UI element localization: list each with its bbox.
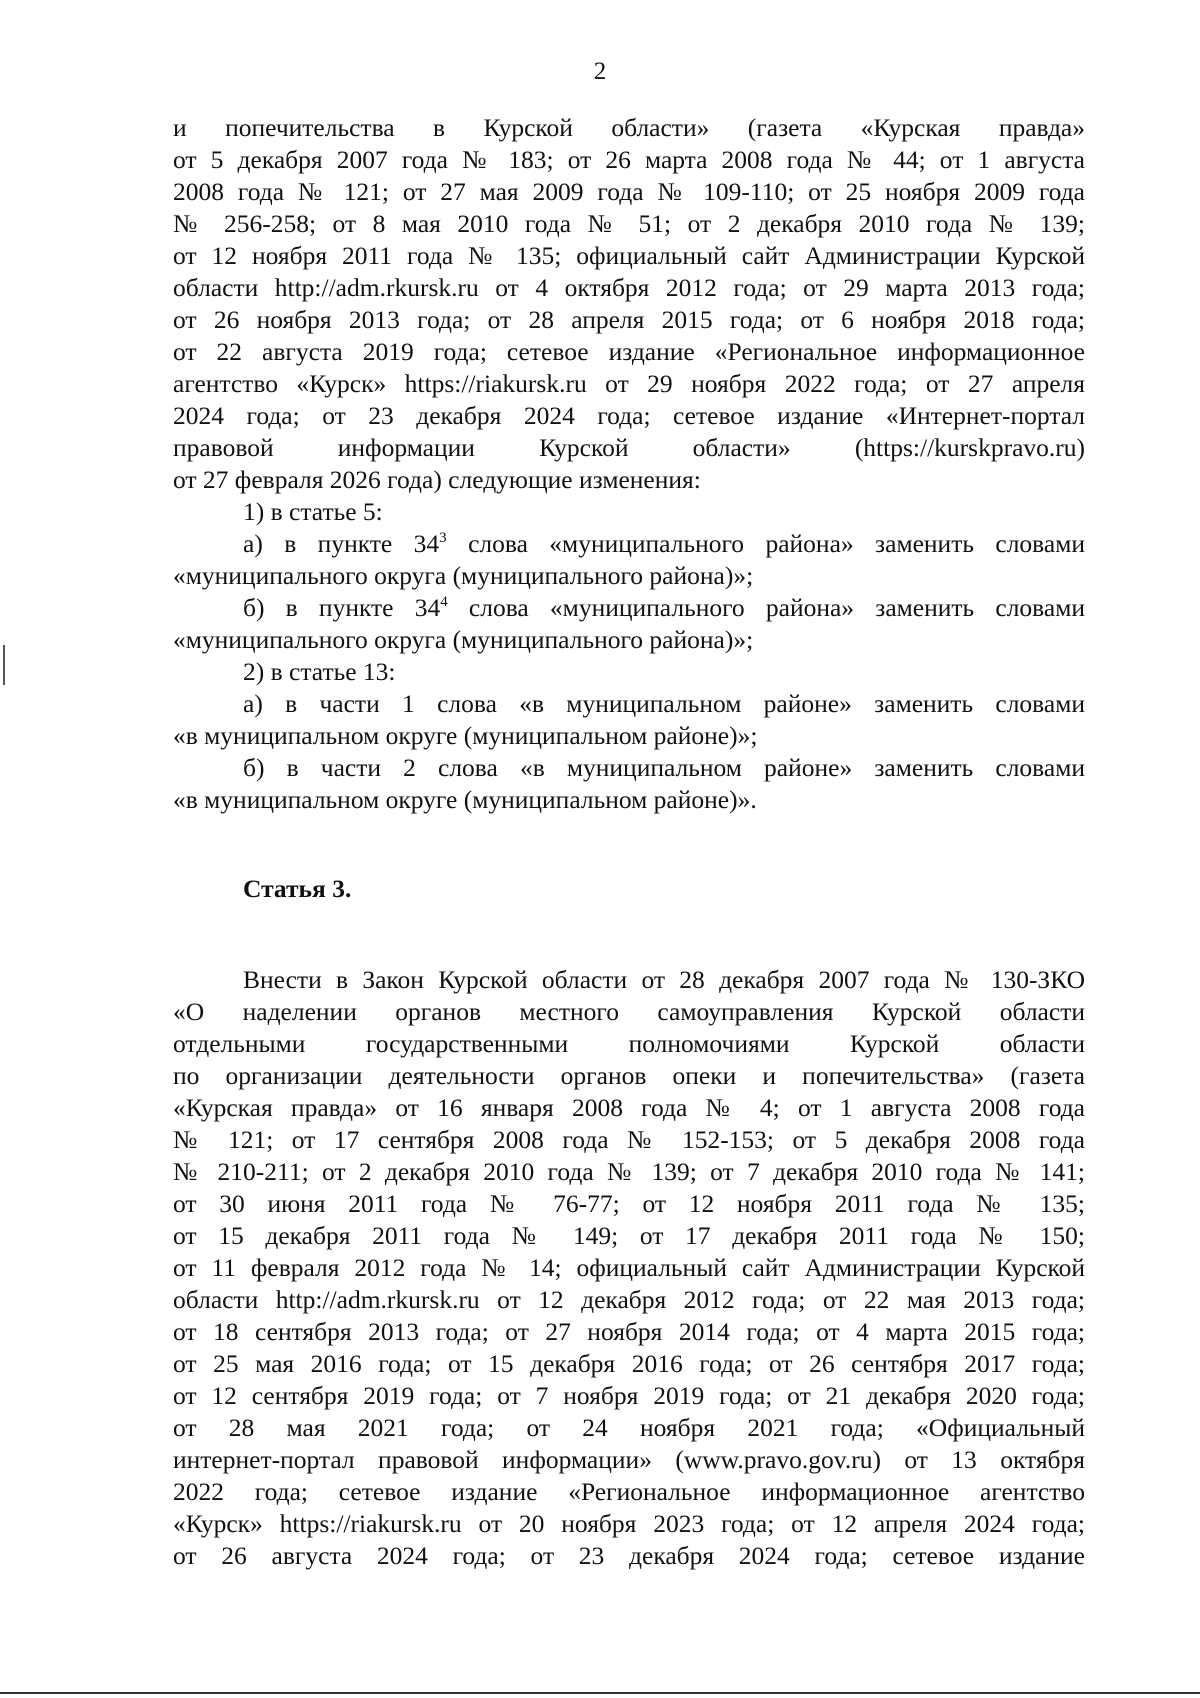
paragraph-2-line: по организации деятельности органов опеки и попечительства» (газета [173, 1061, 1085, 1090]
paragraph-1-line: № 256-258; от 8 мая 2010 года № 51; от 2 декабря 2010 года № 139; [173, 209, 1085, 238]
paragraph-1-line: области http://adm.rkursk.ru от 4 октября 2012 года; от 29 марта 2013 года; [173, 273, 1085, 302]
item-1a-after: слова «муниципального района» заменить словами [446, 529, 1085, 558]
paragraph-1-line: от 27 февраля 2026 года) следующие изменения: [173, 465, 701, 494]
paragraph-1-line: 2024 года; от 23 декабря 2024 года; сетевое издание «Интернет-портал [173, 401, 1085, 430]
paragraph-1-line: от 5 декабря 2007 года № 183; от 26 марта 2008 года № 44; от 1 августа [173, 145, 1085, 174]
item-1b-after: слова «муниципального района» заменить словами [447, 593, 1085, 622]
paragraph-2-line: № 210-211; от 2 декабря 2010 года № 139; от 7 декабря 2010 года № 141; [173, 1157, 1085, 1186]
paragraph-2-line: Внести в Закон Курской области от 28 декабря 2007 года № 130-ЗКО [243, 965, 1085, 994]
item-1b-superscript: 4 [440, 594, 448, 610]
item-1a-line-2: «муниципального округа (муниципального района)»; [173, 561, 754, 590]
item-2b-line-1: б) в части 2 слова «в муниципальном районе» заменить словами [243, 753, 1085, 782]
paragraph-1-line: 2008 года № 121; от 27 мая 2009 года № 109-110; от 25 ноября 2009 года [173, 177, 1085, 206]
paragraph-1-line: и попечительства в Курской области» (газета «Курская правда» [173, 113, 1085, 142]
paragraph-1-line: от 22 августа 2019 года; сетевое издание «Региональное информационное [173, 337, 1085, 366]
item-2-title: 2) в статье 13: [243, 657, 396, 686]
item-1b-line-2: «муниципального округа (муниципального района)»; [173, 625, 754, 654]
page-number: 2 [593, 58, 607, 85]
item-1b-line-1 [243, 592, 1085, 624]
paragraph-2-line: № 121; от 17 сентября 2008 года № 152-153; от 5 декабря 2008 года [173, 1125, 1085, 1154]
item-1-title: 1) в статье 5: [243, 497, 383, 526]
paragraph-2-line: от 28 мая 2021 года; от 24 ноября 2021 года; «Официальный [173, 1413, 1085, 1442]
page-bottom-edge [0, 1692, 1200, 1694]
paragraph-2-line: от 15 декабря 2011 года № 149; от 17 декабря 2011 года № 150; [173, 1221, 1085, 1250]
item-1a-line-1 [243, 528, 1085, 560]
paragraph-2-line: от 12 сентября 2019 года; от 7 ноября 2019 года; от 21 декабря 2020 года; [173, 1381, 1085, 1410]
paragraph-2-line: области http://adm.rkursk.ru от 12 декабря 2012 года; от 22 мая 2013 года; [173, 1285, 1085, 1314]
paragraph-2-line: отдельными государственными полномочиями Курской области [173, 1029, 1085, 1058]
paragraph-2-line: «О наделении органов местного самоуправления Курской области [173, 997, 1085, 1026]
paragraph-1-line: агентство «Курск» https://riakursk.ru от 29 ноября 2022 года; от 27 апреля [173, 369, 1085, 398]
paragraph-2-line: «Курская правда» от 16 января 2008 года № 4; от 1 августа 2008 года [173, 1093, 1085, 1122]
paragraph-1-line: от 26 ноября 2013 года; от 28 апреля 2015 года; от 6 ноября 2018 года; [173, 305, 1085, 334]
paragraph-2-line: интернет-портал правовой информации» (www.pravo.gov.ru) от 13 октября [173, 1445, 1085, 1474]
item-2a-line-1: а) в части 1 слова «в муниципальном районе» заменить словами [243, 689, 1085, 718]
item-1a-before: а) в пункте 34 [243, 529, 440, 558]
paragraph-2-line: от 26 августа 2024 года; от 23 декабря 2024 года; сетевое издание [173, 1541, 1085, 1570]
item-1a-superscript: 3 [439, 530, 447, 546]
item-2a-line-2: «в муниципальном округе (муниципальном районе)»; [173, 721, 758, 750]
paragraph-2-line: от 18 сентября 2013 года; от 27 ноября 2014 года; от 4 марта 2015 года; [173, 1317, 1085, 1346]
paragraph-1-line: правовой информации Курской области» (https://kurskpravo.ru) [173, 433, 1085, 462]
paragraph-1-line: от 12 ноября 2011 года № 135; официальный сайт Администрации Курской [173, 241, 1085, 270]
item-2b-line-2: «в муниципальном округе (муниципальном районе)». [173, 785, 757, 814]
article-heading: Статья 3. [243, 874, 352, 903]
scan-edge-mark [3, 645, 5, 685]
item-1b-before: б) в пункте 34 [243, 593, 441, 622]
paragraph-2-line: от 30 июня 2011 года № 76-77; от 12 ноября 2011 года № 135; [173, 1189, 1085, 1218]
paragraph-2-line: 2022 года; сетевое издание «Региональное информационное агентство [173, 1477, 1085, 1506]
paragraph-2-line: «Курск» https://riakursk.ru от 20 ноября 2023 года; от 12 апреля 2024 года; [173, 1509, 1085, 1538]
paragraph-2-line: от 11 февраля 2012 года № 14; официальный сайт Администрации Курской [173, 1253, 1085, 1282]
paragraph-2-line: от 25 мая 2016 года; от 15 декабря 2016 года; от 26 сентября 2017 года; [173, 1349, 1085, 1378]
